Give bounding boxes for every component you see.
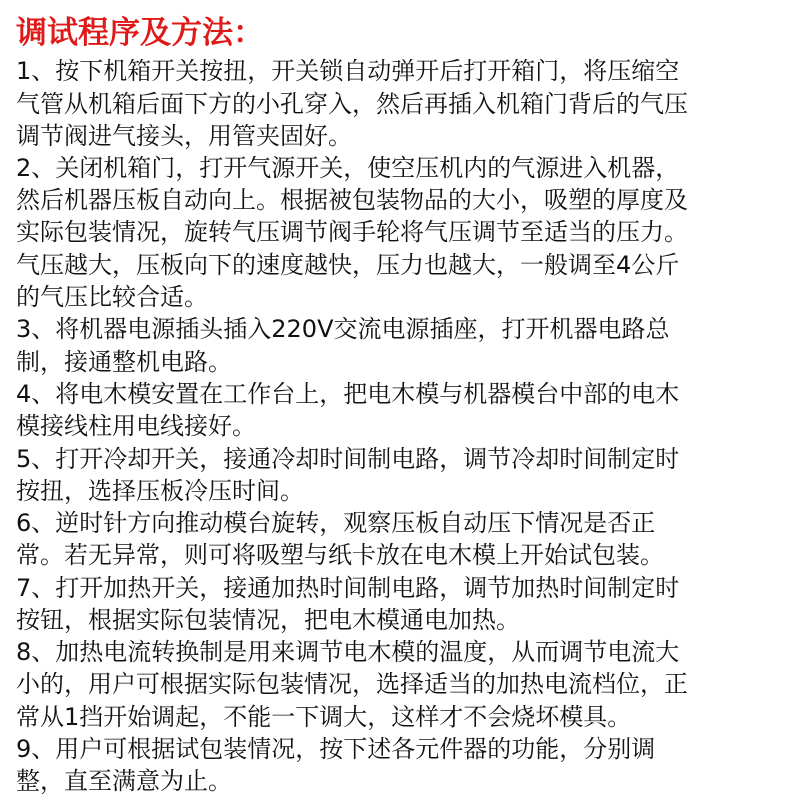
- text-line: 按扭，选择压板冷压时间。: [16, 477, 304, 505]
- text-line: 然后机器压板自动向上。根据被包装物品的大小，吸塑的厚度及: [16, 186, 688, 214]
- text-line: 整，直至满意为止。: [16, 767, 232, 795]
- text-line: 制，接通整机电路。: [16, 348, 232, 376]
- text-line: 5、打开冷却开关，接通冷却时间制电路，调节冷却时间制定时: [16, 445, 680, 473]
- text-line: 1、按下机箱开关按扭，开关锁自动弹开后打开箱门，将压缩空: [16, 57, 680, 85]
- text-line: 实际包装情况，旋转气压调节阀手轮将气压调节至适当的压力。: [16, 218, 688, 246]
- text-line: 8、加热电流转换制是用来调节电木模的温度，从而调节电流大: [16, 638, 680, 666]
- text-line: 2、关闭机箱门，打开气源开关，使空压机内的气源进入机器，: [16, 154, 680, 182]
- text-line: 7、打开加热开关，接通加热时间制电路，调节加热时间制定时: [16, 574, 680, 602]
- text-line: 9、用户可根据试包装情况，按下述各元件器的功能，分别调: [16, 735, 656, 763]
- text-line: 按钮，根据实际包装情况，把电木模通电加热。: [16, 606, 520, 634]
- text-line: 3、将机器电源插头插入220V交流电源插座，打开机器电路总: [16, 315, 670, 343]
- text-line: 气管从机箱后面下方的小孔穿入，然后再插入机箱门背后的气压: [16, 90, 688, 118]
- text-line: 模接线柱用电线接好。: [16, 412, 256, 440]
- text-line: 小的，用户可根据实际包装情况，选择适当的加热电流档位，正: [16, 670, 688, 698]
- text-line: 的气压比较合适。: [16, 283, 208, 311]
- page-title: 调试程序及方法：: [16, 15, 264, 51]
- text-line: 6、逆时针方向推动模台旋转，观察压板自动压下情况是否正: [16, 509, 656, 537]
- text-line: 调节阀进气接头，用管夹固好。: [16, 122, 352, 150]
- text-line: 常。若无异常，则可将吸塑与纸卡放在电木模上开始试包装。: [16, 541, 664, 569]
- text-line: 常从1挡开始调起，不能一下调大，这样才不会烧坏模具。: [16, 703, 632, 731]
- text-line: 4、将电木模安置在工作台上，把电木模与机器模台中部的电木: [16, 380, 680, 408]
- text-line: 气压越大，压板向下的速度越快，压力也越大，一般调至4公斤: [16, 251, 680, 279]
